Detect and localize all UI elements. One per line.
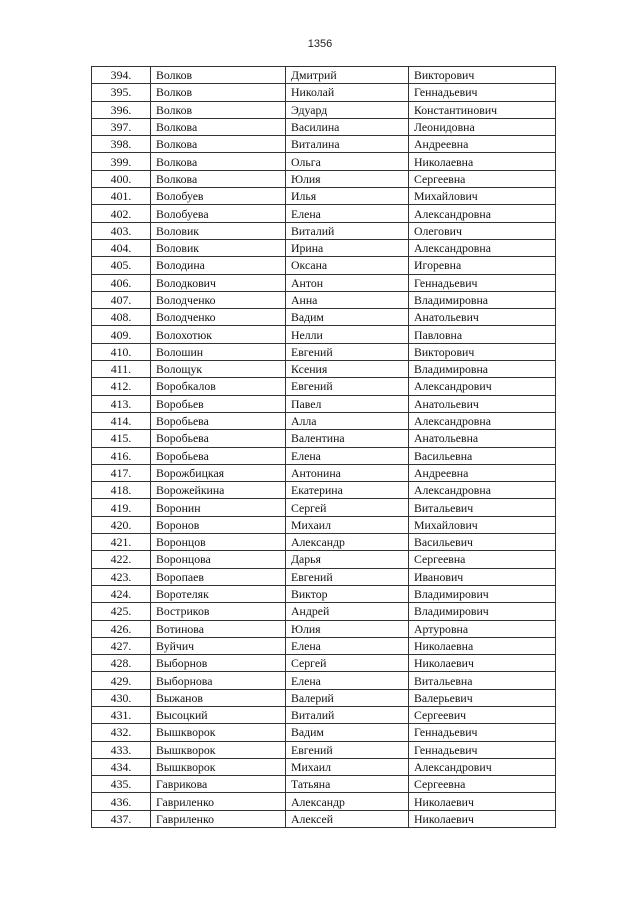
patronymic-cell: Владимирович (409, 603, 556, 620)
row-number-cell: 410. (92, 343, 151, 360)
surname-cell: Волкова (151, 118, 286, 135)
first-name-cell: Елена (286, 205, 409, 222)
row-number-cell: 398. (92, 136, 151, 153)
row-number-cell: 433. (92, 741, 151, 758)
first-name-cell: Юлия (286, 170, 409, 187)
surname-cell: Ворожейкина (151, 482, 286, 499)
table-row (92, 810, 556, 827)
patronymic-cell: Александрович (409, 758, 556, 775)
row-number-cell: 397. (92, 118, 151, 135)
patronymic-cell: Михайлович (409, 188, 556, 205)
table-row (92, 724, 556, 741)
patronymic-cell: Геннадьевич (409, 724, 556, 741)
table-row (92, 395, 556, 412)
first-name-cell: Сергей (286, 655, 409, 672)
first-name-cell: Елена (286, 672, 409, 689)
row-number-cell: 427. (92, 637, 151, 654)
first-name-cell: Екатерина (286, 482, 409, 499)
surname-cell: Володкович (151, 274, 286, 291)
first-name-cell: Нелли (286, 326, 409, 343)
row-number-cell: 396. (92, 101, 151, 118)
row-number-cell: 437. (92, 810, 151, 827)
row-number-cell: 405. (92, 257, 151, 274)
first-name-cell: Юлия (286, 620, 409, 637)
table-row (92, 464, 556, 481)
row-number-cell: 416. (92, 447, 151, 464)
surname-cell: Воробьева (151, 447, 286, 464)
row-number-cell: 432. (92, 724, 151, 741)
surname-cell: Востриков (151, 603, 286, 620)
surname-cell: Выборнова (151, 672, 286, 689)
patronymic-cell: Сергеевна (409, 776, 556, 793)
table-row (92, 309, 556, 326)
row-number-cell: 428. (92, 655, 151, 672)
row-number-cell: 430. (92, 689, 151, 706)
patronymic-cell: Леонидовна (409, 118, 556, 135)
table-row (92, 568, 556, 585)
patronymic-cell: Анатольевна (409, 430, 556, 447)
first-name-cell: Оксана (286, 257, 409, 274)
row-number-cell: 401. (92, 188, 151, 205)
table-row (92, 170, 556, 187)
table-row (92, 222, 556, 239)
surname-cell: Воловик (151, 222, 286, 239)
patronymic-cell: Владимирович (409, 585, 556, 602)
first-name-cell: Алексей (286, 810, 409, 827)
first-name-cell: Евгений (286, 568, 409, 585)
first-name-cell: Виктор (286, 585, 409, 602)
surname-cell: Воробьева (151, 430, 286, 447)
row-number-cell: 412. (92, 378, 151, 395)
table-row (92, 205, 556, 222)
patronymic-cell: Анатольевич (409, 395, 556, 412)
patronymic-cell: Александровна (409, 412, 556, 429)
first-name-cell: Анна (286, 291, 409, 308)
first-name-cell: Сергей (286, 499, 409, 516)
first-name-cell: Михаил (286, 516, 409, 533)
row-number-cell: 435. (92, 776, 151, 793)
row-number-cell: 408. (92, 309, 151, 326)
row-number-cell: 420. (92, 516, 151, 533)
first-name-cell: Виталий (286, 706, 409, 723)
row-number-cell: 404. (92, 239, 151, 256)
surname-cell: Волкова (151, 170, 286, 187)
table-row (92, 655, 556, 672)
first-name-cell: Виталина (286, 136, 409, 153)
row-number-cell: 395. (92, 84, 151, 101)
patronymic-cell: Николаевна (409, 153, 556, 170)
first-name-cell: Александр (286, 793, 409, 810)
surname-cell: Волобуев (151, 188, 286, 205)
table-row (92, 741, 556, 758)
table-row (92, 101, 556, 118)
patronymic-cell: Михайлович (409, 516, 556, 533)
row-number-cell: 426. (92, 620, 151, 637)
surname-cell: Вотинова (151, 620, 286, 637)
patronymic-cell: Андреевна (409, 136, 556, 153)
table-row (92, 447, 556, 464)
patronymic-cell: Игоревна (409, 257, 556, 274)
surname-cell: Волкова (151, 153, 286, 170)
first-name-cell: Антон (286, 274, 409, 291)
table-row (92, 67, 556, 84)
patronymic-cell: Александровна (409, 482, 556, 499)
row-number-cell: 421. (92, 534, 151, 551)
row-number-cell: 422. (92, 551, 151, 568)
surname-cell: Вышкворок (151, 758, 286, 775)
first-name-cell: Евгений (286, 378, 409, 395)
patronymic-cell: Витальевич (409, 499, 556, 516)
patronymic-cell: Витальевна (409, 672, 556, 689)
patronymic-cell: Васильевна (409, 447, 556, 464)
surname-cell: Воротеляк (151, 585, 286, 602)
patronymic-cell: Сергеевич (409, 706, 556, 723)
row-number-cell: 407. (92, 291, 151, 308)
table-row (92, 188, 556, 205)
table-row (92, 361, 556, 378)
row-number-cell: 423. (92, 568, 151, 585)
row-number-cell: 431. (92, 706, 151, 723)
table-row (92, 499, 556, 516)
first-name-cell: Дмитрий (286, 67, 409, 84)
table-row (92, 274, 556, 291)
first-name-cell: Елена (286, 637, 409, 654)
surname-cell: Воропаев (151, 568, 286, 585)
surname-cell: Высоцкий (151, 706, 286, 723)
row-number-cell: 429. (92, 672, 151, 689)
table-row (92, 689, 556, 706)
patronymic-cell: Васильевич (409, 534, 556, 551)
table-row (92, 84, 556, 101)
row-number-cell: 406. (92, 274, 151, 291)
surname-cell: Ворожбицкая (151, 464, 286, 481)
surname-cell: Володченко (151, 309, 286, 326)
table-row (92, 637, 556, 654)
table-row (92, 758, 556, 775)
surname-cell: Волкова (151, 136, 286, 153)
first-name-cell: Татьяна (286, 776, 409, 793)
row-number-cell: 419. (92, 499, 151, 516)
patronymic-cell: Николаевич (409, 655, 556, 672)
surname-cell: Воронцов (151, 534, 286, 551)
table-row (92, 291, 556, 308)
patronymic-cell: Сергеевна (409, 551, 556, 568)
row-number-cell: 411. (92, 361, 151, 378)
surname-cell: Воробкалов (151, 378, 286, 395)
surname-cell: Гавриленко (151, 810, 286, 827)
surname-cell: Волков (151, 101, 286, 118)
row-number-cell: 434. (92, 758, 151, 775)
patronymic-cell: Андреевна (409, 464, 556, 481)
table-row (92, 412, 556, 429)
patronymic-cell: Александровна (409, 239, 556, 256)
table-row (92, 603, 556, 620)
names-table (91, 66, 556, 828)
surname-cell: Воробьева (151, 412, 286, 429)
table-row (92, 118, 556, 135)
table-row (92, 153, 556, 170)
first-name-cell: Василина (286, 118, 409, 135)
table-row (92, 620, 556, 637)
surname-cell: Вышкворок (151, 724, 286, 741)
patronymic-cell: Геннадьевич (409, 741, 556, 758)
table-row (92, 793, 556, 810)
table-row (92, 378, 556, 395)
row-number-cell: 418. (92, 482, 151, 499)
patronymic-cell: Николаевич (409, 810, 556, 827)
surname-cell: Волков (151, 84, 286, 101)
row-number-cell: 424. (92, 585, 151, 602)
patronymic-cell: Александрович (409, 378, 556, 395)
patronymic-cell: Владимировна (409, 291, 556, 308)
table-row (92, 482, 556, 499)
patronymic-cell: Александровна (409, 205, 556, 222)
surname-cell: Волобуева (151, 205, 286, 222)
row-number-cell: 417. (92, 464, 151, 481)
table-row (92, 326, 556, 343)
surname-cell: Воронов (151, 516, 286, 533)
surname-cell: Вуйчич (151, 637, 286, 654)
row-number-cell: 409. (92, 326, 151, 343)
names-table-body (92, 67, 556, 828)
first-name-cell: Валентина (286, 430, 409, 447)
surname-cell: Вышкворок (151, 741, 286, 758)
first-name-cell: Алла (286, 412, 409, 429)
row-number-cell: 403. (92, 222, 151, 239)
table-row (92, 534, 556, 551)
surname-cell: Володина (151, 257, 286, 274)
table-row (92, 430, 556, 447)
patronymic-cell: Константинович (409, 101, 556, 118)
patronymic-cell: Павловна (409, 326, 556, 343)
row-number-cell: 400. (92, 170, 151, 187)
first-name-cell: Евгений (286, 741, 409, 758)
table-row (92, 343, 556, 360)
patronymic-cell: Геннадьевич (409, 84, 556, 101)
patronymic-cell: Олегович (409, 222, 556, 239)
first-name-cell: Андрей (286, 603, 409, 620)
first-name-cell: Михаил (286, 758, 409, 775)
patronymic-cell: Владимировна (409, 361, 556, 378)
row-number-cell: 415. (92, 430, 151, 447)
first-name-cell: Павел (286, 395, 409, 412)
first-name-cell: Эдуард (286, 101, 409, 118)
surname-cell: Волощук (151, 361, 286, 378)
surname-cell: Воронцова (151, 551, 286, 568)
row-number-cell: 399. (92, 153, 151, 170)
first-name-cell: Антонина (286, 464, 409, 481)
patronymic-cell: Анатольевич (409, 309, 556, 326)
surname-cell: Волков (151, 67, 286, 84)
row-number-cell: 436. (92, 793, 151, 810)
table-row (92, 239, 556, 256)
first-name-cell: Валерий (286, 689, 409, 706)
row-number-cell: 394. (92, 67, 151, 84)
table-row (92, 516, 556, 533)
table-row (92, 136, 556, 153)
surname-cell: Выжанов (151, 689, 286, 706)
patronymic-cell: Сергеевна (409, 170, 556, 187)
first-name-cell: Вадим (286, 724, 409, 741)
patronymic-cell: Валерьевич (409, 689, 556, 706)
surname-cell: Воловик (151, 239, 286, 256)
first-name-cell: Илья (286, 188, 409, 205)
surname-cell: Волошин (151, 343, 286, 360)
table-row (92, 551, 556, 568)
surname-cell: Выборнов (151, 655, 286, 672)
surname-cell: Воробьев (151, 395, 286, 412)
patronymic-cell: Николаевна (409, 637, 556, 654)
row-number-cell: 425. (92, 603, 151, 620)
page-number: 1356 (307, 38, 333, 50)
first-name-cell: Ирина (286, 239, 409, 256)
row-number-cell: 402. (92, 205, 151, 222)
patronymic-cell: Викторович (409, 67, 556, 84)
first-name-cell: Вадим (286, 309, 409, 326)
table-row (92, 672, 556, 689)
surname-cell: Воронин (151, 499, 286, 516)
first-name-cell: Елена (286, 447, 409, 464)
surname-cell: Волохотюк (151, 326, 286, 343)
first-name-cell: Николай (286, 84, 409, 101)
table-row (92, 706, 556, 723)
patronymic-cell: Артуровна (409, 620, 556, 637)
surname-cell: Володченко (151, 291, 286, 308)
first-name-cell: Виталий (286, 222, 409, 239)
surname-cell: Гаврикова (151, 776, 286, 793)
patronymic-cell: Викторович (409, 343, 556, 360)
surname-cell: Гавриленко (151, 793, 286, 810)
table-row (92, 257, 556, 274)
patronymic-cell: Николаевич (409, 793, 556, 810)
first-name-cell: Александр (286, 534, 409, 551)
first-name-cell: Евгений (286, 343, 409, 360)
row-number-cell: 413. (92, 395, 151, 412)
table-row (92, 585, 556, 602)
patronymic-cell: Иванович (409, 568, 556, 585)
first-name-cell: Ксения (286, 361, 409, 378)
first-name-cell: Ольга (286, 153, 409, 170)
patronymic-cell: Геннадьевич (409, 274, 556, 291)
table-row (92, 776, 556, 793)
row-number-cell: 414. (92, 412, 151, 429)
first-name-cell: Дарья (286, 551, 409, 568)
